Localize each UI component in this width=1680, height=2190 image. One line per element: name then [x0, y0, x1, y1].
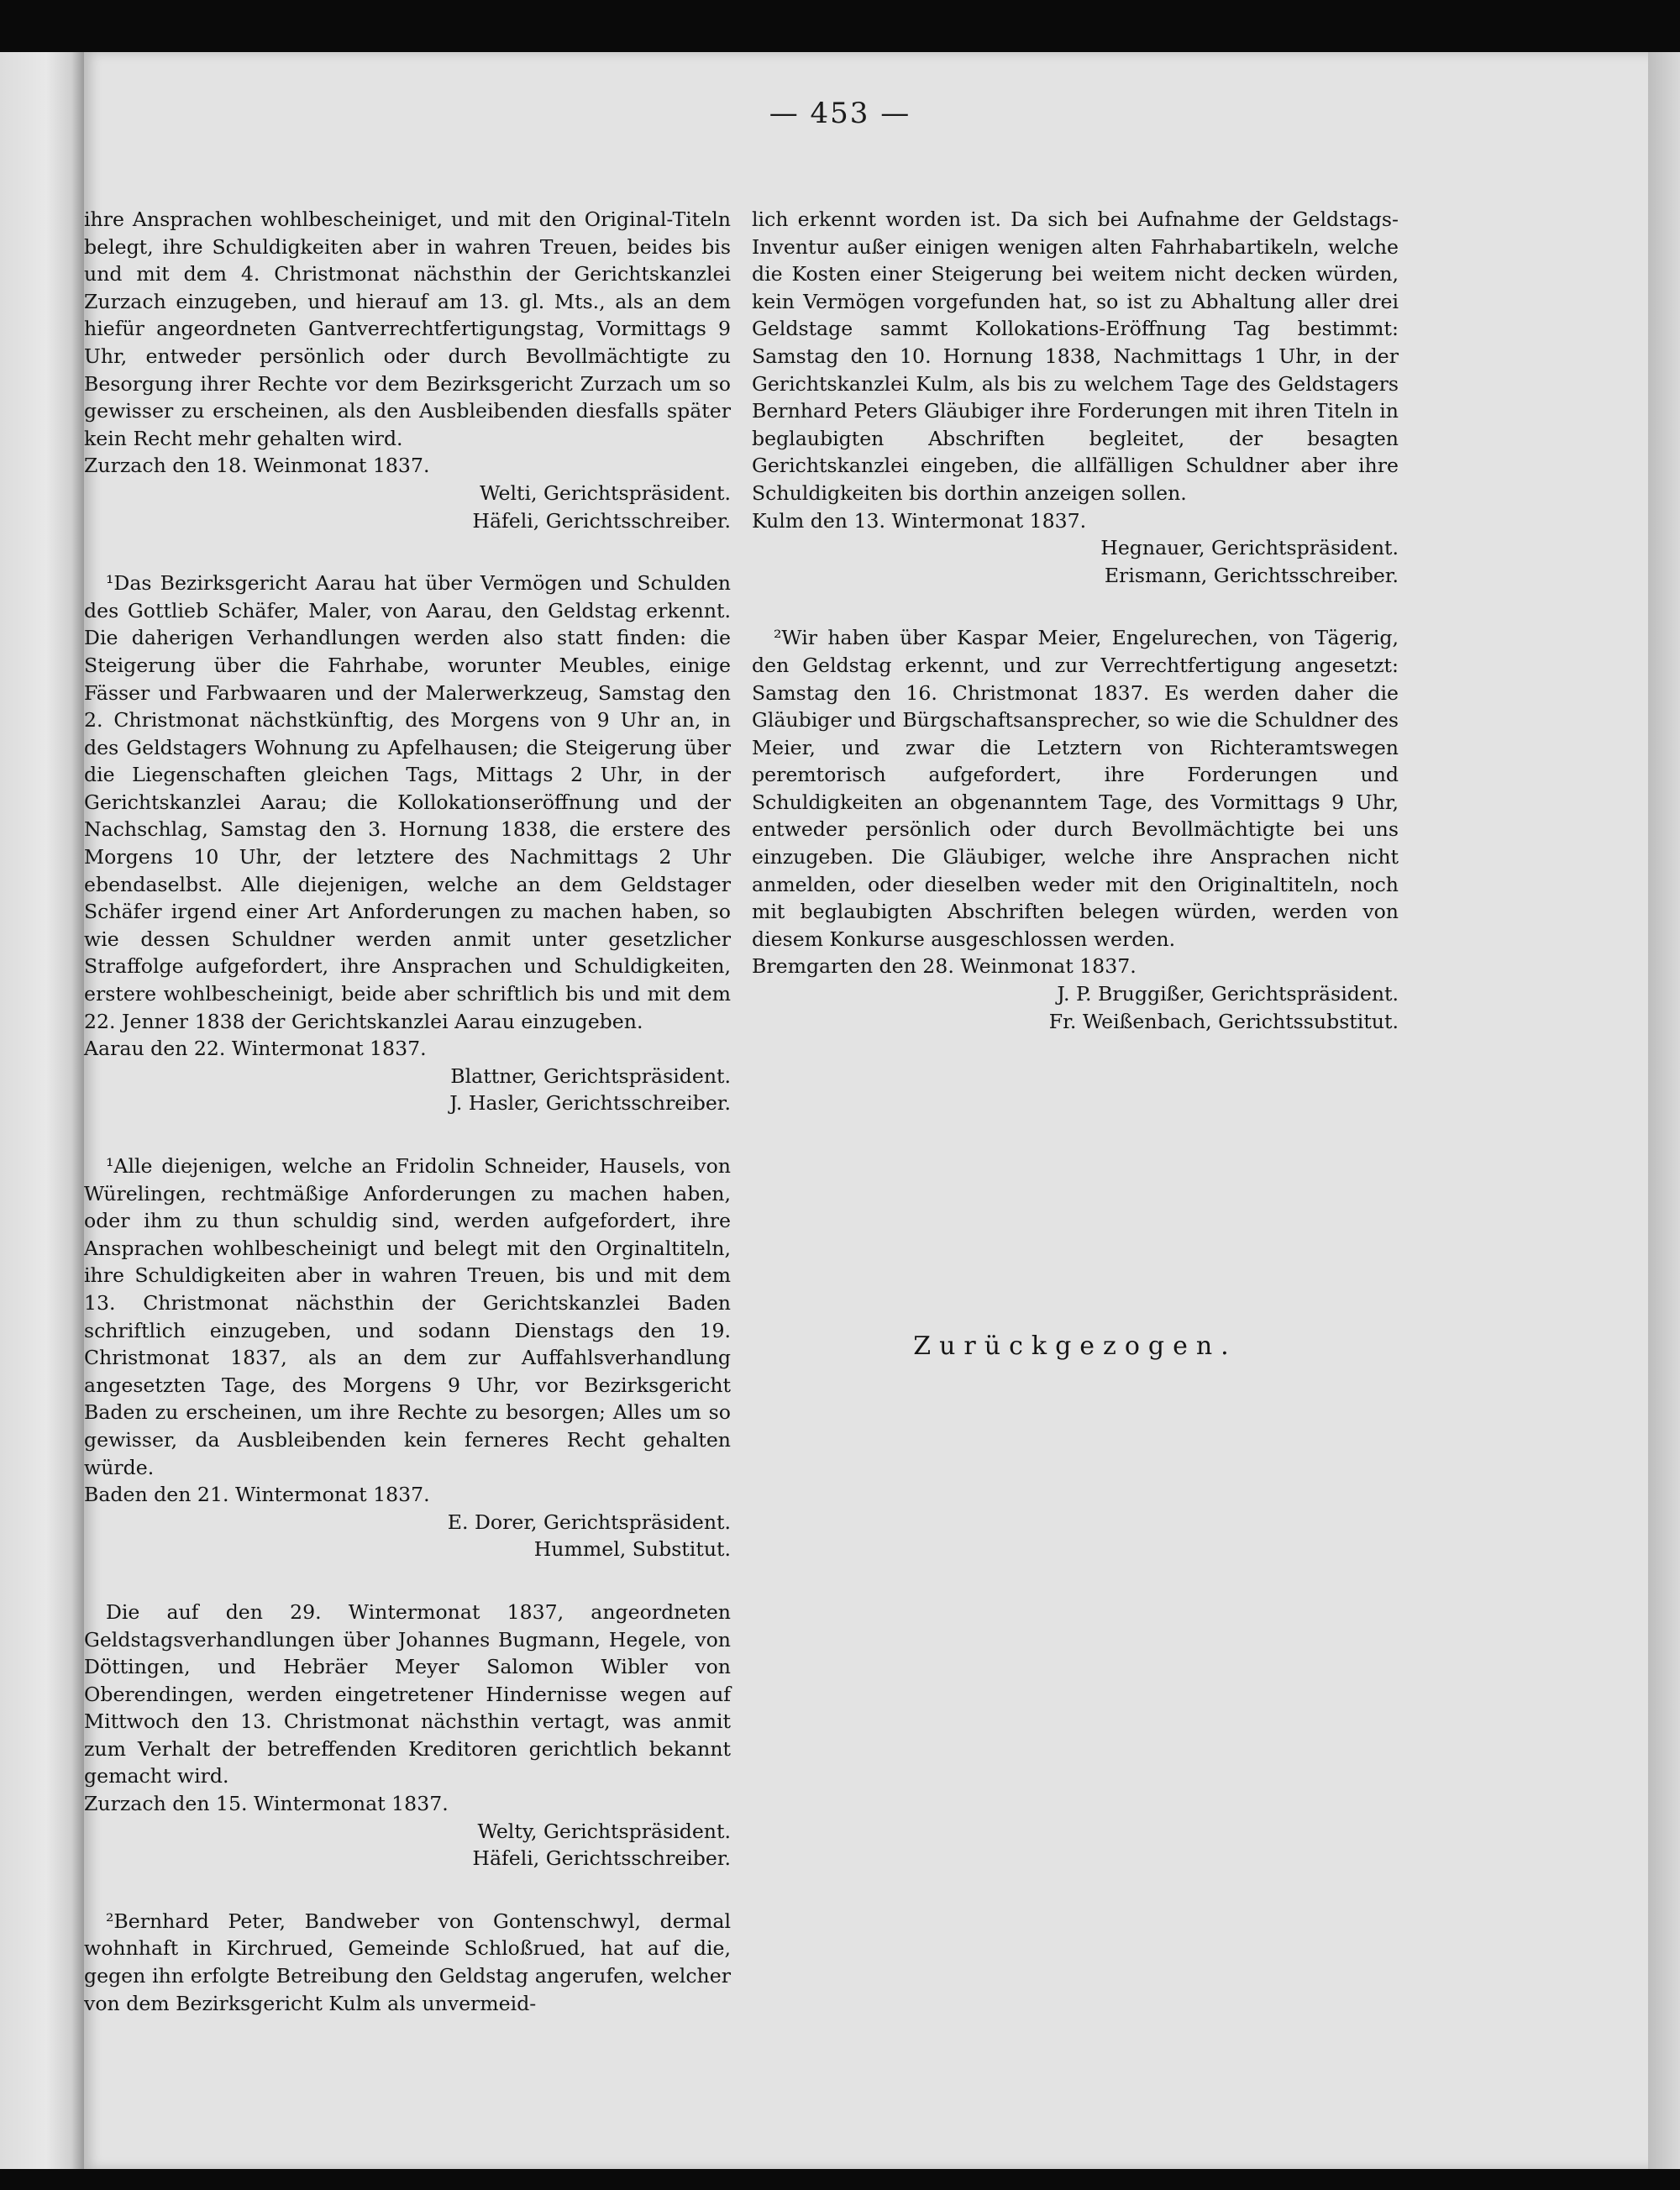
notice-zurzach-gant [84, 206, 731, 534]
notice-place-date: Zurzach den 18. Weinmonat 1837. [84, 454, 430, 478]
notice-text: ¹Das Bezirksgericht Aarau hat über Vermögen und Schulden des Gottlieb Schäfer, Maler, von Aarau, den Geldstag erkennt. Die daherigen Verhandlungen werden also statt finden: die Steigerung über die Fahrhabe, worunter Meubles, einige Fässer und Farbwaaren und der Malerwerkzeug, Samstag den 2. Christmonat nächstkünftig, des Morgens von 9 Uhr an, in des Geldstagers Wohnung zu Apfelhausen; die Steigerung über die Liegenschaften gleichen Tags, Mittags 2 Uhr, in der Gerichtskanzlei Aarau; die Kollokationseröffnung und der Nachschlag, Samstag den 3. Hornung 1838, die erstere des Morgens 10 Uhr, der letztere des Nachmittags 2 Uhr ebendaselbst. Alle diejenigen, welche an dem Geldstager Schäfer irgend einer Art Anforderungen zu machen haben, so wie dessen Schuldner werden anmit unter gesetzlicher Straffolge aufgefordert, ihre Ansprachen und Schuldigkeiten, erstere wohlbescheinigt, beide aber schriftlich bis und mit dem 22. Jenner 1838 der Gerichtskanzlei Aarau einzugeben. [84, 571, 731, 1033]
section-heading-zurueckgezogen: Zurückgezogen. [913, 1331, 1237, 1361]
notice-text: ihre Ansprachen wohlbescheiniget, und mit den Original-Titeln belegt, ihre Schuldigkeiten aber in wahren Treuen, beides bis und mit dem 4. Christmonat nächsthin der Gerichtskanzlei Zurzach einzugeben, und hierauf am 13. gl. Mts., als an dem hiefür angeordneten Gantverrechtfertigungstag, Vormittags 9 Uhr, entweder persönlich oder durch Bevollmächtigte zu Besorgung ihrer Rechte vor dem Bezirksgericht Zurzach um so gewisser zu erscheinen, als den Ausbleibenden diesfalls später kein Recht mehr gehalten wird. [84, 207, 731, 450]
notice-place-date: Kulm den 13. Wintermonat 1837. [752, 508, 1087, 533]
notice-signature: Blattner, Gerichtspräsident. [450, 1063, 731, 1088]
notice-kulm-peter-start [84, 1908, 731, 2017]
notice-signature: Welti, Gerichtspräsident. [480, 481, 731, 505]
notice-text: ¹Alle diejenigen, welche an Fridolin Schneider, Hausels, von Würelingen, rechtmäßige Anforderungen zu machen haben, oder ihm zu thun schuldig sind, werden aufgefordert, ihre Ansprachen wohlbescheinigt und belegt mit den Orginaltiteln, ihre Schuldigkeiten aber in wahren Treuen, bis und mit dem 13. Christmonat nächsthin der Gerichtskanzlei Baden schriftlich einzugeben, und sodann Dienstags den 19. Christmonat 1837, als an dem zur Auffahlsverhandlung angesetzten Tage, des Morgens 9 Uhr, vor Bezirksgericht Baden zu erscheinen, um ihre Rechte zu besorgen; Alles um so gewisser, da Ausbleibenden kein ferneres Recht gehalten würde. [84, 1154, 731, 1479]
notice-text: ²Bernhard Peter, Bandweber von Gontenschwyl, dermal wohnhaft in Kirchrued, Gemeinde Schloßrued, hat auf die, gegen ihn erfolgte Betreibung den Geldstag angerufen, welcher von dem Bezirksgericht Kulm als unvermeid- [84, 1909, 731, 2015]
notice-text: Die auf den 29. Wintermonat 1837, angeordneten Geldstagsverhandlungen über Johannes Bugmann, Hegele, von Döttingen, und Hebräer Meyer Salomon Wibler von Oberendingen, werden eingetretener Hindernisse wegen auf Mittwoch den 13. Christmonat nächsthin vertagt, was anmit zum Verhalt der betreffenden Kreditoren gerichtlich bekannt gemacht wird. [84, 1599, 731, 1788]
notice-signature: Fr. Weißenbach, Gerichtssubstitut. [1048, 1009, 1399, 1033]
notice-signature: Welty, Gerichtspräsident. [477, 1819, 731, 1843]
notice-signature: Häfeli, Gerichtsschreiber. [472, 508, 731, 533]
notice-signature: Hegnauer, Gerichtspräsident. [1100, 536, 1399, 560]
notice-place-date: Zurzach den 15. Wintermonat 1837. [84, 1792, 449, 1816]
notice-aarau-schaefer [84, 570, 731, 1117]
notice-signature: J. Hasler, Gerichtsschreiber. [449, 1091, 731, 1116]
notice-text: lich erkennt worden ist. Da sich bei Aufnahme der Geldstags-Inventur außer einigen wenigen alten Fahrhabartikeln, welche die Kosten einer Steigerung bei weitem nicht decken würden, kein Vermögen vorgefunden hat, so ist zu Abhaltung aller drei Geldstage sammt Kollokations-Eröffnung Tag bestimmt: Samstag den 10. Hornung 1838, Nachmittags 1 Uhr, in der Gerichtskanzlei Kulm, als bis zu welchem Tage des Geldstagers Bernhard Peters Gläubiger ihre Forderungen mit ihren Titeln in beglaubigten Abschriften begleitet, der besagten Gerichtskanzlei eingeben, die allfälligen Schuldner aber ihre Schuldigkeiten bis dorthin anzeigen sollen. [752, 207, 1399, 505]
notice-place-date: Baden den 21. Wintermonat 1837. [84, 1483, 430, 1507]
notice-place-date: Aarau den 22. Wintermonat 1837. [84, 1037, 427, 1061]
notice-bremgarten-meier [752, 624, 1399, 1035]
page-number: — 453 — [769, 97, 911, 130]
notice-signature: Häfeli, Gerichtsschreiber. [472, 1846, 731, 1871]
previous-page-edge [0, 52, 84, 2169]
right-column [752, 206, 1399, 1070]
notice-baden-schneider [84, 1153, 731, 1563]
notice-text: ²Wir haben über Kaspar Meier, Engelurechen, von Tägerig, den Geldstag erkennt, und zur Verrechtfertigung angesetzt: Samstag den 16. Christmonat 1837. Es werden daher die Gläubiger und Bürgschaftsansprecher, so wie die Schuldner des Meier, und zwar die Letztern von Richteramtswegen peremtorisch aufgefordert, ihre Forderungen und Schuldigkeiten an obgenanntem Tage, des Vormittags 9 Uhr, entweder persönlich oder durch Bevollmächtigte bei uns einzugeben. Die Gläubiger, welche ihre Ansprachen nicht anmelden, oder dieselben weder mit den Originaltiteln, noch mit beglaubigten Abschriften belegen würden, werden von diesem Konkurse ausgeschlossen werden. [752, 626, 1399, 951]
notice-signature: E. Dorer, Gerichtspräsident. [447, 1510, 731, 1534]
notice-place-date: Bremgarten den 28. Weinmonat 1837. [752, 954, 1137, 979]
notice-zurzach-vertagung [84, 1599, 731, 1872]
page-right-edge [1648, 52, 1680, 2169]
left-column [84, 206, 731, 2052]
notice-signature: Hummel, Substitut. [533, 1537, 731, 1562]
notice-signature: Erismann, Gerichtsschreiber. [1104, 563, 1399, 587]
notice-kulm-peter-cont [752, 206, 1399, 589]
notice-signature: J. P. Bruggißer, Gerichtspräsident. [1057, 982, 1399, 1006]
